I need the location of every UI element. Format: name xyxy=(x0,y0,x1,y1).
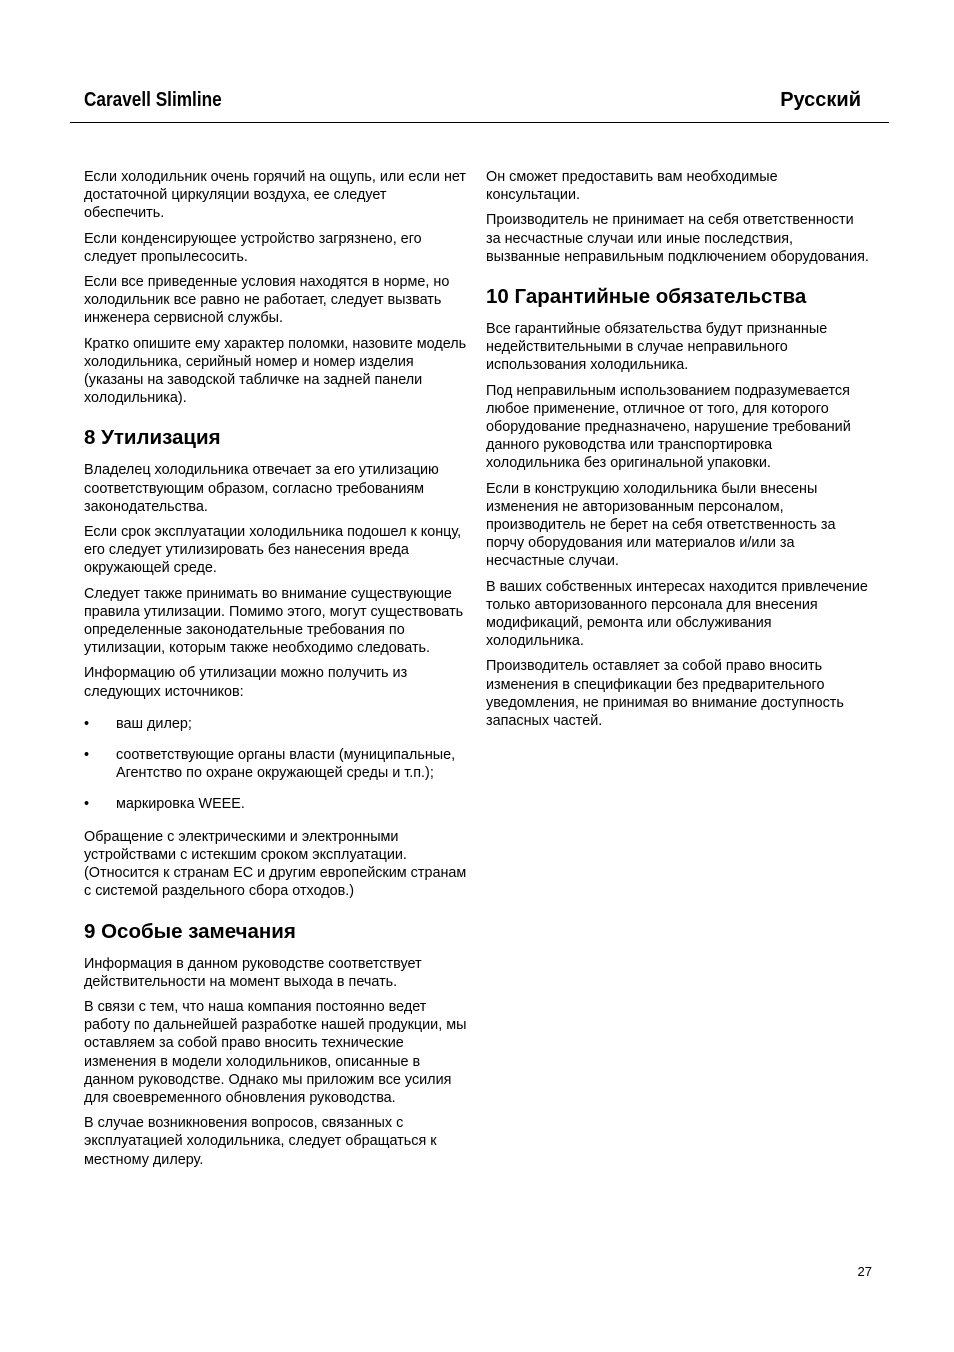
paragraph: Кратко опишите ему характер поломки, назовите модель холодильника, серийный номер и номер изделия (указаны на заводской табличке на задней панели холодильника). xyxy=(84,335,467,407)
paragraph: Если конденсирующее устройство загрязнено, его следует пропылесосить. xyxy=(84,230,422,265)
paragraph: Он сможет предоставить вам необходимые консультации. xyxy=(486,169,778,204)
paragraph: Информацию об утилизации можно получить из следующих источников: xyxy=(84,665,408,700)
paragraph: В ваших собственных интересах находится привлечение только авторизованного персонала для внесения модификаций, ремонта или обслуживания холодильника. xyxy=(486,578,868,650)
paragraph: Если все приведенные условия находятся в норме, но холодильник все равно не работает, следует вызвать инженера сервисной службы. xyxy=(84,274,450,327)
bullet-icon: • xyxy=(84,747,90,764)
list-item xyxy=(84,715,468,733)
right-column xyxy=(486,168,870,737)
list-item-text: соответствующие органы власти (муниципальные, Агентство по охране окружающей среды и т.п.); xyxy=(116,747,456,782)
bullet-list xyxy=(84,715,468,814)
page-number: 27 xyxy=(857,1264,872,1279)
paragraph: Обращение с электрическими и электронными устройствами с истекшим сроком эксплуатации. (Относится к странам ЕС и другим европейским странам с системой раздельного сбора отходов.) xyxy=(84,828,467,900)
paragraph: В случае возникновения вопросов, связанных с эксплуатацией холодильника, следует обращаться к местному дилеру. xyxy=(84,1115,437,1168)
section-heading-disposal: 8 Утилизация xyxy=(84,426,221,450)
language-label: Русский xyxy=(780,89,861,111)
bullet-icon: • xyxy=(84,796,90,813)
paragraph: В связи с тем, что наша компания постоянно ведет работу по дальнейшей разработке нашей продукции, мы оставляем за собой право вносить технические изменения в модели холодильников, описанные в данном руководстве. Однако мы приложим все усилия для своевременного обновления руководства. xyxy=(84,998,467,1106)
paragraph: Если в конструкцию холодильника были внесены изменения не авторизованным персоналом, производитель не берет на себя ответственность за порчу оборудования или материалов и/или за несчастные случаи. xyxy=(486,480,836,570)
section-heading-notes: 9 Особые замечания xyxy=(84,919,296,943)
left-column xyxy=(84,168,468,1176)
product-title: Caravell Slimline xyxy=(84,89,222,111)
paragraph: Производитель оставляет за собой право вносить изменения в спецификации без предварительного уведомления, не принимая во внимание доступность запасных частей. xyxy=(486,658,844,730)
section-heading-warranty: 10 Гарантийные обязательства xyxy=(486,285,807,309)
list-item-text: маркировка WEEE. xyxy=(116,796,245,813)
paragraph: Под неправильным использованием подразумевается любое применение, отличное от того, для которого оборудование предназначено, нарушение требований данного руководства или транспортировка холодильника без оригинальной упаковки. xyxy=(486,382,851,472)
paragraph: Все гарантийные обязательства будут признанные недействительными в случае неправильного использования холодильника. xyxy=(486,321,828,374)
list-item-text: ваш дилер; xyxy=(116,715,192,732)
paragraph: Если срок эксплуатации холодильника подошел к концу, его следует утилизировать без нанесения вреда окружающей среде. xyxy=(84,524,462,577)
paragraph: Следует также принимать во внимание существующие правила утилизации. Помимо этого, могут существовать определенные законодательные требования по утилизации, которым также необходимо следовать. xyxy=(84,585,464,657)
paragraph: Владелец холодильника отвечает за его утилизацию соответствующим образом, согласно требованиям законодательства. xyxy=(84,462,439,515)
paragraph: Производитель не принимает на себя ответственности за несчастные случаи или иные последствия, вызванные неправильным подключением оборудования. xyxy=(486,212,869,265)
page-header xyxy=(70,86,889,123)
paragraph: Информация в данном руководстве соответствует действительности на момент выхода в печать. xyxy=(84,955,422,990)
list-item xyxy=(84,795,468,813)
list-item xyxy=(84,746,468,782)
bullet-icon: • xyxy=(84,715,90,732)
paragraph: Если холодильник очень горячий на ощупь, или если нет достаточной циркуляции воздуха, ее следует обеспечить. xyxy=(84,169,467,222)
